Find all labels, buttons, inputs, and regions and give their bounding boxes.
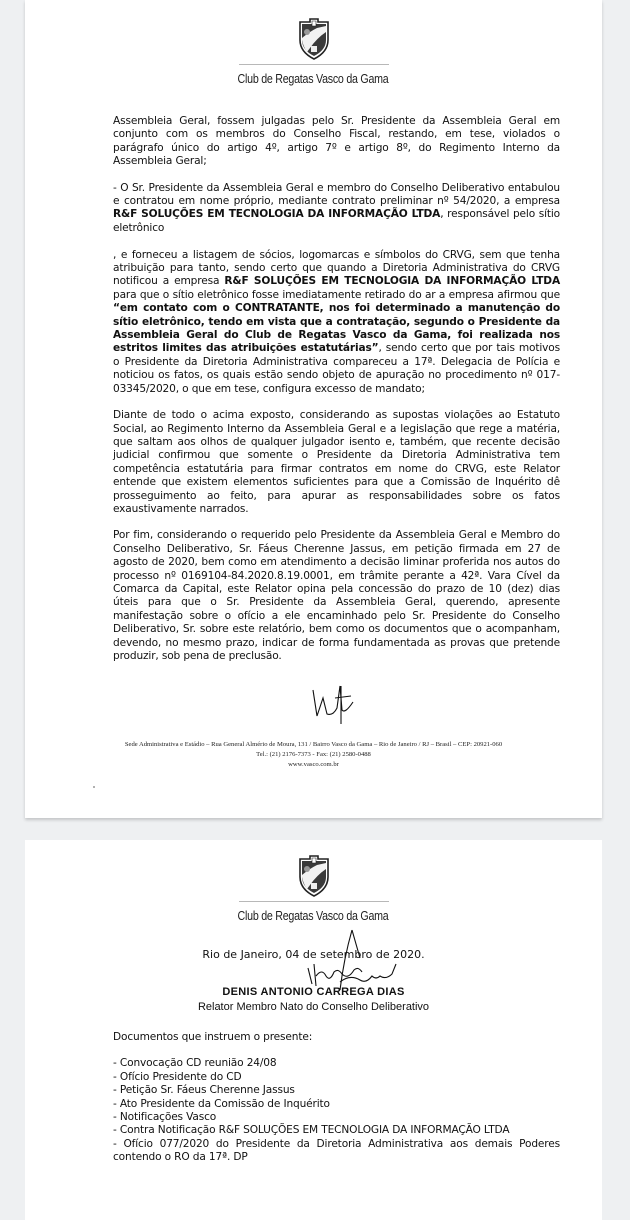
- paragraph-text: , responsável pelo sítio eletrônico: [113, 208, 560, 234]
- paragraph-text: , sendo certo que por tais motivos o Presidente da Diretoria Administrativa compareceu a 17ª. Delegacia de Polícia e noticiou os fatos, os quais estão sendo objeto de apuração no procedimento nº 017-03345/2020, o que em tese, configura excesso de mandato;: [113, 342, 560, 395]
- letterhead: [25, 855, 602, 924]
- document-list-item: - Convocação CD reunião 24/08: [113, 1057, 277, 1070]
- footer-address: Sede Administrativa e Estádio – Rua General Almério de Moura, 131 / Bairro Vasco da Gama – Rio de Janeiro / RJ – Brasil – CEP: 20921-060: [124, 741, 503, 748]
- documents-section: [113, 1031, 560, 1165]
- handwritten-signature-icon: [300, 928, 420, 992]
- letterhead-rule: [239, 64, 389, 65]
- paragraph-diante: [113, 409, 560, 516]
- page1-body: [113, 115, 560, 676]
- signatory-role: Relator Membro Nato do Conselho Deliberativo: [197, 1001, 430, 1013]
- document-list-item: - Ato Presidente da Comissão de Inquérito: [113, 1097, 330, 1110]
- letterhead-rule: [239, 901, 389, 902]
- paragraph-por-fim: [113, 529, 560, 663]
- footer-website[interactable]: www.vasco.com.br: [288, 761, 339, 768]
- vasco-crest-icon: [297, 18, 331, 60]
- document-page-1: [25, 0, 602, 818]
- document-list-item: - Notificações Vasco: [113, 1111, 217, 1124]
- vasco-crest-icon: [297, 855, 331, 897]
- paragraph-text: , e forneceu a listagem de sócios, logomarcas e símbolos do CRVG, sem que tenha atribuição para tanto, sendo certo que quando a Diretoria Administrativa do CRVG notificou a empresa: [113, 248, 560, 288]
- signatory-name: DENIS ANTONIO CARREGA DIAS: [222, 986, 405, 998]
- document-list-item: - Petição Sr. Fáeus Cherenne Jassus: [113, 1084, 295, 1097]
- paragraph-text: para que o sítio eletrônico fosse imediatamente retirado do ar a empresa afirmou que: [113, 288, 560, 301]
- company-name-bold: R&F SOLUÇÕES EM TECNOLOGIA DA INFORMAÇÃO LTDA: [224, 275, 560, 288]
- letterhead: [25, 18, 602, 87]
- document-list-item: - Contra Notificação R&F SOLUÇÕES EM TECNOLOGIA DA INFORMAÇÃO LTDA: [113, 1124, 510, 1137]
- club-name: Club de Regatas Vasco da Gama: [238, 71, 389, 86]
- footer-phones: Tel.: (21) 2176-7373 - Fax: (21) 2580-0488: [256, 751, 371, 758]
- document-page-2: [25, 840, 602, 1220]
- scan-speck: [93, 786, 95, 788]
- paragraph-text: Diante de todo o acima exposto, considerando as supostas violações ao Estatuto Social, ao Regimento Interno da Assembleia Geral e a legislação que rege a matéria, que saltam aos olhos de qualquer julgador isento e, também, que recente decisão judicial confirmou que somente o Presidente da Diretoria Administrativa tem competência estatutária para firmar contratos em nome do CRVG, este Relator entende que existem elementos suficientes para que a Comissão de Inquérito dê prosseguimento ao feito, para apurar as responsabilidades sobre os fatos exaustivamente narrados.: [113, 409, 560, 515]
- paragraph-text: Por fim, considerando o requerido pelo Presidente da Assembleia Geral e Membro do Conselho Deliberativo, Sr. Fáeus Cherenne Jassus, em petição firmada em 27 de agosto de 2020, bem como em atendimento a decisão liminar proferida nos autos do processo nº 0169104-84.2020.8.19.0001, em trâmite perante a 42ª. Vara Cível da Comarca da Capital, este Relator opina pela concessão do prazo de 10 (dez) dias úteis para que o Sr. Presidente da Assembleia Geral, querendo, apresente manifestação sobre o ofício a ele encaminhado pelo Sr. Presidente do Conselho Deliberativo, Sr. sobre este relatório, bem como os documentos que o acompanham, devendo, no mesmo prazo, indicar de forma fundamentada as provas que pretende produzir, sob pena de preclusão.: [113, 529, 560, 663]
- paragraph-assembleia: [113, 115, 560, 169]
- club-name: Club de Regatas Vasco da Gama: [238, 908, 389, 923]
- documents-heading: Documentos que instruem o presente:: [113, 1031, 313, 1043]
- redacted-gap: [113, 235, 560, 248]
- page1-footer: [25, 740, 602, 770]
- quoted-statement-bold: “em contato com o CONTRATANTE, nos foi determinado a manutenção do sítio eletrônico, tendo em vista que a contratação, segundo o Presidente da Assembleia Geral do Club de Regatas Vasco da Gama, foi realizada nos estritos limites das atribuições estatutárias”: [113, 302, 560, 355]
- company-name-bold: R&F SOLUÇÕES EM TECNOLOGIA DA INFORMAÇÃO LTDA: [113, 208, 441, 221]
- initials-signature-icon: [307, 680, 357, 725]
- document-list-item: - Ofício 077/2020 do Presidente da Diretoria Administrativa aos demais Poderes contendo o RO da 17ª. DP: [113, 1137, 560, 1164]
- paragraph-contrato: [113, 182, 560, 396]
- paragraph-text: Assembleia Geral, fossem julgadas pelo Sr. Presidente da Assembleia Geral em conjunto com os membros do Conselho Fiscal, restando, em tese, violados o parágrafo único do artigo 4º, artigo 7º e artigo 8º, do Regimento Interno da Assembleia Geral;: [113, 115, 560, 168]
- document-list-item: - Ofício Presidente do CD: [113, 1070, 242, 1083]
- paragraph-text: - O Sr. Presidente da Assembleia Geral e membro do Conselho Deliberativo entabulou e contratou em nome próprio, mediante contrato preliminar nº 54/2020, a empresa: [113, 181, 560, 208]
- date-line: Rio de Janeiro, 04 de setembro de 2020.: [202, 948, 425, 961]
